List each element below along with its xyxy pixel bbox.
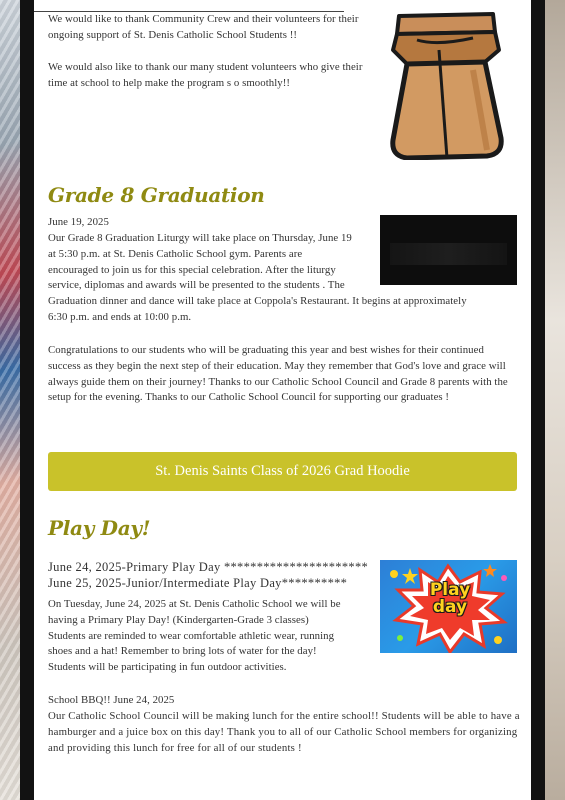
playday-heading: Play Day!: [48, 516, 151, 540]
graduation-image: [380, 215, 517, 285]
playday-line: Students will be participating in fun outdoor activities.: [48, 661, 287, 674]
graduation-line: encouraged to join us for this special celebration. After the liturgy: [48, 263, 336, 276]
playday-image-text: [420, 582, 480, 616]
graduation-date: June 19, 2025: [48, 216, 109, 228]
background-right: [545, 0, 565, 800]
playday-line: On Tuesday, June 24, 2025 at St. Denis Catholic School we will be: [48, 598, 341, 610]
grad-hoodie-button[interactable]: St. Denis Saints Class of 2026 Grad Hoodie: [48, 452, 517, 491]
graduation-line: at 5:30 p.m. at St. Denis Catholic School gym. Parents are: [48, 247, 303, 260]
graduation-heading: Grade 8 Graduation: [48, 183, 265, 207]
playday-line: Students are reminded to wear comfortable athletic wear, running: [48, 629, 335, 642]
newsletter-page: [34, 0, 531, 800]
graduation-congrats-text: Congratulations to our students who will be graduating this year and best wishes for their continued success as they begin the next step of their education. May they remember that God's love and grace will always guide them on their journey! Thanks to our Catholic School Council and Grade 8 parents with the setup for the evening. Thanks to our Catholic School Council for supporting our graduates !: [48, 344, 508, 404]
graduation-line: Graduation dinner and dance will take place at Coppola's Restaurant. It begins at approximately: [48, 295, 467, 308]
page-border-right: [531, 0, 545, 800]
playday-image-word: Play: [429, 580, 471, 600]
community-thanks-text: We would like to thank Community Crew and their volunteers for their ongoing support of St. Denis Catholic School Students !!: [48, 13, 359, 41]
playday-line: shoes and a hat! Remember to bring lots of water for the day!: [48, 645, 317, 658]
junior-playday-date: June 25, 2025-Junior/Intermediate Play Day**********: [48, 576, 348, 590]
page-border-left: [20, 0, 34, 800]
graduation-line: 6:30 p.m. and ends at 10:00 p.m.: [48, 310, 192, 323]
playday-dates: [48, 559, 378, 591]
playday-line: having a Primary Play Day! (Kindergarten-Grade 3 classes): [48, 613, 309, 626]
playday-body: [48, 597, 378, 676]
primary-playday-date: June 24, 2025-Primary Play Day **********************: [48, 560, 369, 574]
lunch-bag-image: [377, 10, 517, 160]
graduation-line: Our Grade 8 Graduation Liturgy will take place on Thursday, June 19: [48, 232, 352, 244]
graduation-line: service, diplomas and awards will be presented to the students . The: [48, 279, 345, 292]
playday-image-word: day: [432, 597, 468, 617]
bbq-text: Our Catholic School Council will be making lunch for the entire school!! Students will be able to have a hamburger and a juice box on this day! Thank you to all of our Catholic School members for organizing and providing this lunch for free for all of our students !: [48, 710, 520, 754]
playday-image: [380, 560, 517, 653]
student-volunteers-text: We would also like to thank our many student volunteers who give their time at school to help make the program s o smoothly!!: [48, 61, 363, 89]
bbq-title: School BBQ!! June 24, 2025: [48, 694, 175, 706]
